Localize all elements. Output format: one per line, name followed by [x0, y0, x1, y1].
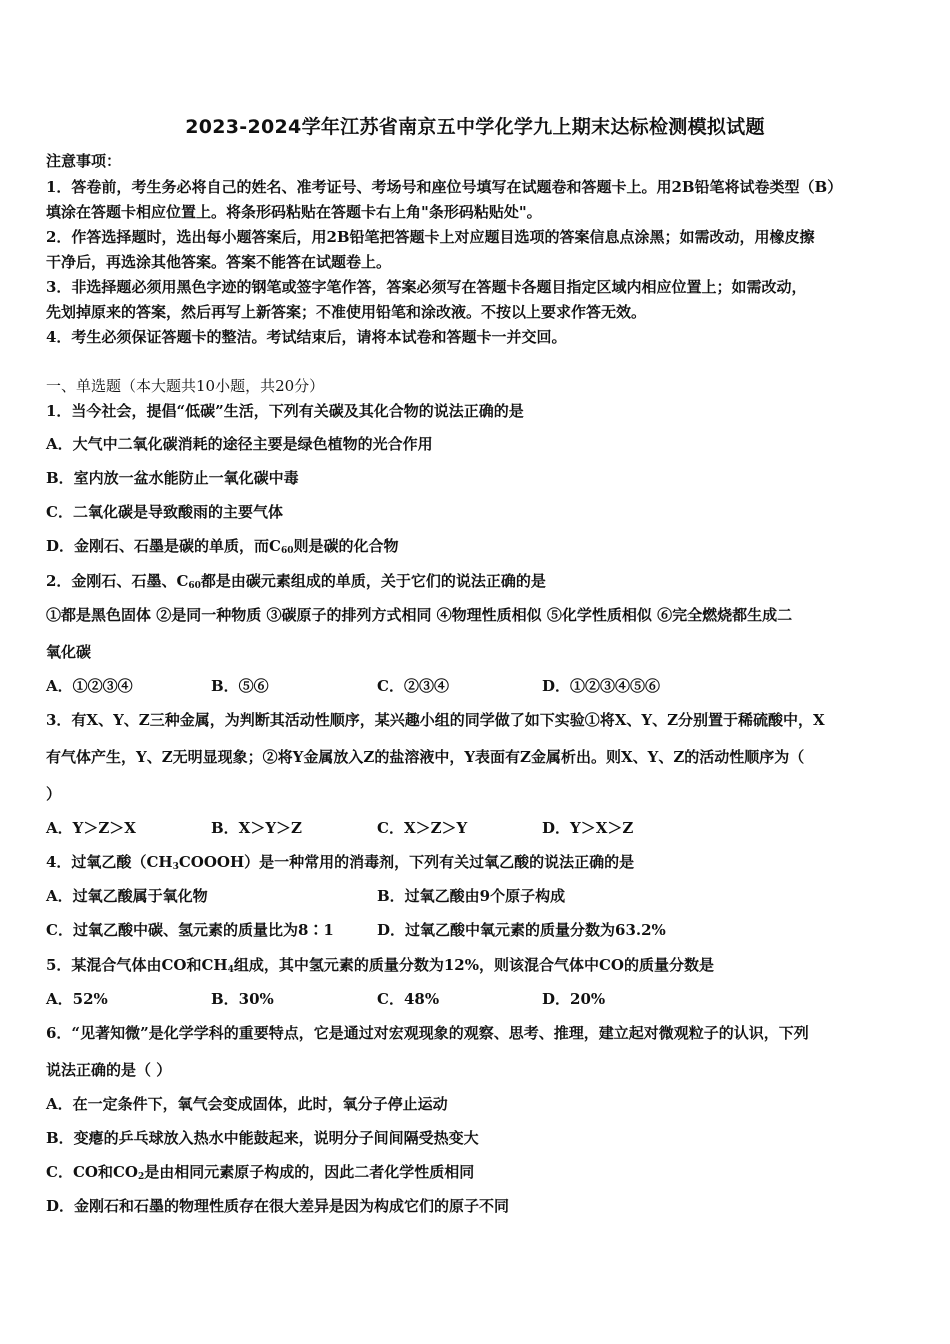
q3-line1: 3．有X、Y、Z三种金属，为判断其活动性顺序，某兴趣小组的同学做了如下实验①将X、Y、Z分别置于稀硫酸中，X — [46, 711, 825, 729]
q2-items-cont: 氧化碳 — [46, 643, 92, 661]
q3-option-d: D．Y＞X＞Z — [542, 819, 634, 837]
q4-option-c: C．过氧乙酸中碳、氢元素的质量比为8∶1 — [46, 921, 334, 939]
page-title: 2023-2024学年江苏省南京五中学化学九上期末达标检测模拟试题 — [185, 116, 765, 138]
notice-heading: 注意事项： — [46, 152, 122, 170]
q3-option-a: A．Y＞Z＞X — [46, 819, 136, 837]
q1-option-a: A．大气中二氧化碳消耗的途径主要是绿色植物的光合作用 — [46, 435, 433, 453]
notice-line: 填涂在答题卡相应位置上。将条形码粘贴在答题卡右上角"条形码粘贴处"。 — [46, 203, 542, 221]
q2-items: ①都是黑色固体 ②是同一种物质 ③碳原子的排列方式相同 ④物理性质相似 ⑤化学性质相似 ⑥完全燃烧都生成二 — [46, 606, 793, 624]
notice-line: 3．非选择题必须用黑色字迹的钢笔或签字笔作答，答案必须写在答题卡各题目指定区域内相应位置上；如需改动， — [46, 278, 807, 296]
q1-stem: 1．当今社会，提倡“低碳”生活，下列有关碳及其化合物的说法正确的是 — [46, 402, 524, 420]
q5-option-b: B．30% — [211, 990, 274, 1008]
q3-line2: 有气体产生，Y、Z无明显现象；②将Y金属放入Z的盐溶液中，Y表面有Z金属析出。则X、Y、Z的活动性顺序为（ — [46, 748, 805, 766]
q5-option-a: A．52% — [46, 990, 108, 1008]
q6-option-b: B．变瘪的乒乓球放入热水中能鼓起来，说明分子间间隔受热变大 — [46, 1129, 479, 1147]
q4-stem: 4．过氧乙酸$(CH_3COOOH)$是一种常用的消毒剂，下列有关过氧乙酸的说法正确的是 — [46, 853, 635, 872]
notice-line: 先划掉原来的答案，然后再写上新答案；不准使用铅笔和涂改液。不按以上要求作答无效。 — [46, 303, 647, 321]
notice-line: 1．答卷前，考生务必将自己的姓名、准考证号、考场号和座位号填写在试题卷和答题卡上。用2B铅笔将试卷类型（B） — [46, 178, 843, 196]
q5-stem: 5．某混合气体由CO和$CH_4$组成，其中氢元素的质量分数为12%，则该混合气体中CO的质量分数是 — [46, 956, 714, 975]
q6-line1: 6．“见著知微”是化学学科的重要特点，它是通过对宏观现象的观察、思考、推理，建立起对微观粒子的认识，下列 — [46, 1024, 809, 1042]
q1-option-c: C．二氧化碳是导致酸雨的主要气体 — [46, 503, 283, 521]
q4-option-d: D．过氧乙酸中氧元素的质量分数为63.2% — [377, 921, 666, 939]
q4-option-a: A．过氧乙酸属于氧化物 — [46, 887, 208, 905]
q2-option-a: A．①②③④ — [46, 677, 133, 695]
q5-option-c: C．48% — [377, 990, 440, 1008]
notice-line: 干净后，再选涂其他答案。答案不能答在试题卷上。 — [46, 253, 392, 271]
q3-option-b: B．X＞Y＞Z — [211, 819, 302, 837]
q2-option-d: D．①②③④⑤⑥ — [542, 677, 661, 695]
q1-option-b: B．室内放一盆水能防止一氧化碳中毒 — [46, 469, 299, 487]
q1-option-d: D．金刚石、石墨是碳的单质，而$C_{60}$则是碳的化合物 — [46, 537, 399, 556]
q2-option-c: C．②③④ — [377, 677, 449, 695]
notice-line: 2．作答选择题时，选出每小题答案后，用2B铅笔把答题卡上对应题目选项的答案信息点涂黑；如需改动，用橡皮擦 — [46, 228, 815, 246]
q4-option-b: B．过氧乙酸由9个原子构成 — [377, 887, 566, 905]
notice-line: 4．考生必须保证答题卡的整洁。考试结束后，请将本试卷和答题卡一并交回。 — [46, 328, 567, 346]
q6-option-c: C．CO和$CO_2$是由相同元素原子构成的，因此二者化学性质相同 — [46, 1163, 475, 1182]
q5-option-d: D．20% — [542, 990, 606, 1008]
q2-option-b: B．⑤⑥ — [211, 677, 269, 695]
q2-stem: 2．金刚石、石墨、$C_{60}$都是由碳元素组成的单质，关于它们的说法正确的是 — [46, 572, 546, 591]
q6-option-a: A．在一定条件下，氧气会变成固体，此时，氧分子停止运动 — [46, 1095, 448, 1113]
section-heading: 一、单选题（本大题共10小题，共20分） — [46, 377, 325, 395]
q6-line2: 说法正确的是（ ） — [46, 1061, 172, 1079]
q6-option-d: D．金刚石和石墨的物理性质存在很大差异是因为构成它们的原子不同 — [46, 1197, 510, 1215]
q3-line3: ） — [46, 785, 62, 803]
q3-option-c: C．X＞Z＞Y — [377, 819, 468, 837]
